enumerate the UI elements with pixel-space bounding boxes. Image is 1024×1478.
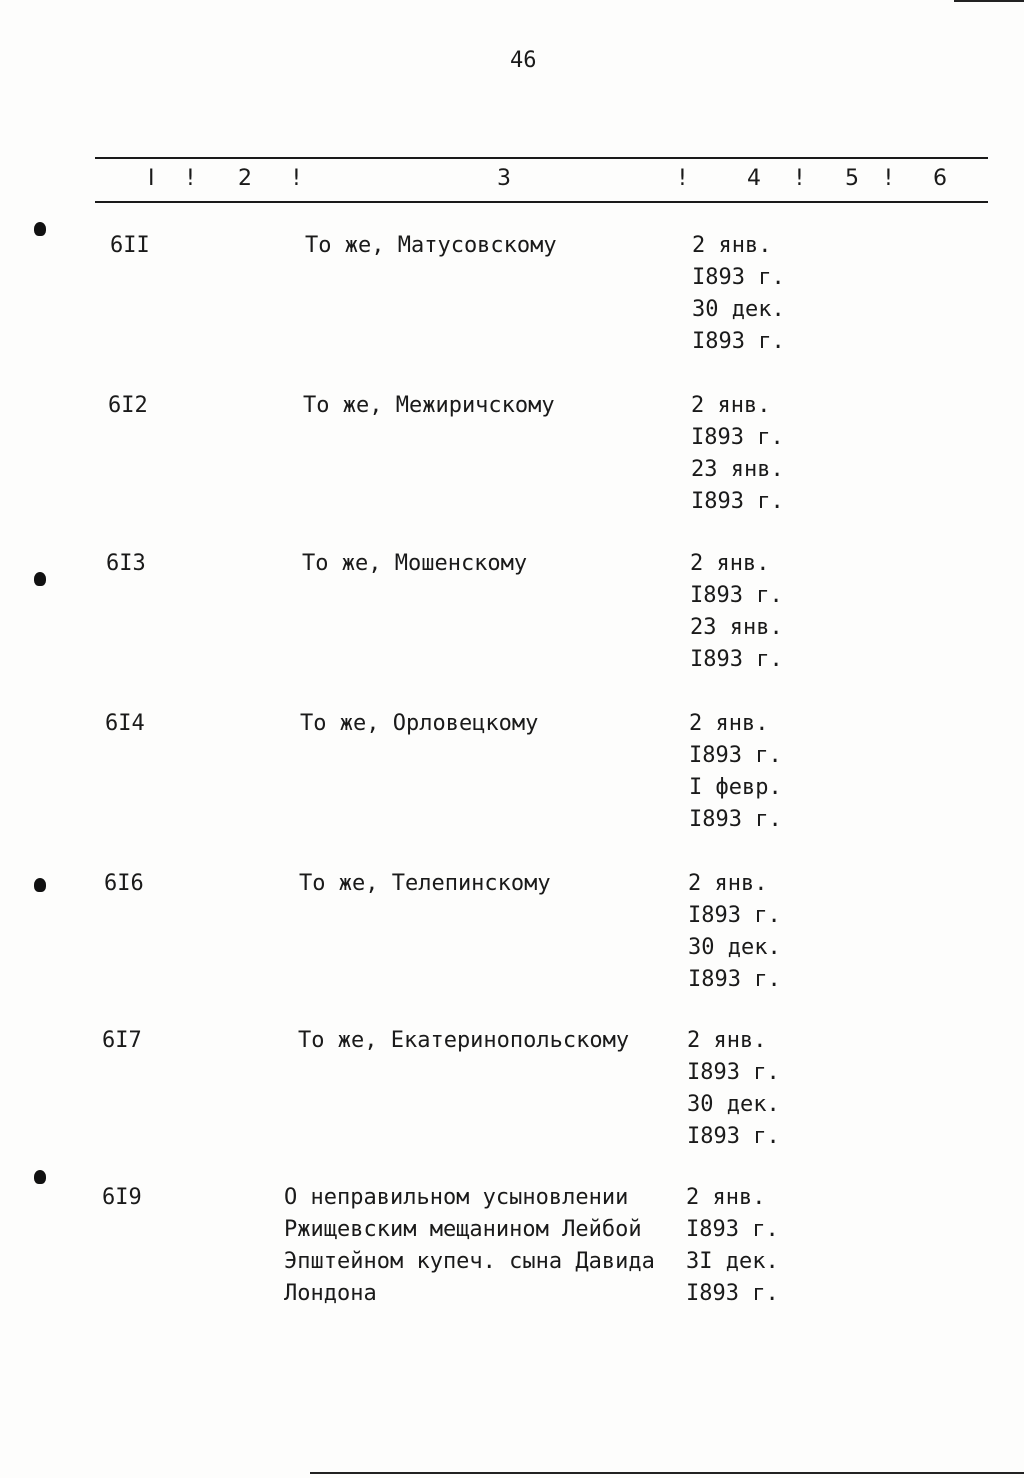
table-header [0,166,1024,194]
date-line: 2 янв. [686,1185,766,1210]
row-description [300,708,670,740]
table-row [0,868,1024,1008]
table-row [0,1182,1024,1322]
header-col-3: 3 [497,166,511,191]
punch-hole [34,572,46,586]
date-line: I893 г. [686,1281,779,1306]
page-number: 46 [510,48,537,73]
table-row [0,390,1024,530]
header-col-2: 2 [238,166,252,191]
table-row [0,230,1024,370]
row-description [305,230,675,262]
row-description [284,1182,654,1310]
description-line: То же, Телепинскому [299,871,551,896]
date-line: 23 янв. [691,457,784,482]
row-dates [690,548,810,676]
top-edge-line [954,0,1024,2]
description-line: То же, Матусовскому [305,233,557,258]
row-description [302,548,672,580]
date-line: I893 г. [688,967,781,992]
header-col-4: 4 [747,166,761,191]
table-header-bottom-rule [95,201,988,203]
header-col-1: I [148,166,155,191]
description-line: Лондона [284,1281,377,1306]
header-col-6: 6 [933,166,947,191]
date-line: I893 г. [690,647,783,672]
date-line: 2 янв. [692,233,772,258]
table-row [0,548,1024,688]
row-description [303,390,673,422]
header-separator: ! [678,166,687,191]
description-line: Ржищевским мещанином Лейбой [284,1217,642,1242]
row-dates [687,1025,807,1153]
row-number: 6I7 [102,1028,142,1053]
date-line: I893 г. [690,583,783,608]
row-number: 6I6 [104,871,144,896]
punch-hole [34,222,46,236]
description-line: То же, Екатеринопольскому [298,1028,630,1053]
date-line: 30 дек. [692,297,785,322]
date-line: 2 янв. [688,871,768,896]
punch-hole [34,878,46,892]
date-line: 2 янв. [690,551,770,576]
description-line: Эпштейном купеч. сына Давида [284,1249,655,1274]
header-separator: ! [292,166,301,191]
date-line: I893 г. [689,743,782,768]
date-line: I893 г. [692,329,785,354]
date-line: I февр. [689,775,782,800]
header-col-5: 5 [845,166,859,191]
row-dates [686,1182,806,1310]
row-number: 6II [110,233,150,258]
date-line: 2 янв. [687,1028,767,1053]
row-dates [692,230,812,358]
header-separator: ! [884,166,893,191]
description-line: То же, Межиричскому [303,393,555,418]
date-line: I893 г. [686,1217,779,1242]
table-row [0,1025,1024,1165]
row-description [298,1025,668,1057]
row-number: 6I2 [108,393,148,418]
row-dates [689,708,809,836]
header-separator: ! [186,166,195,191]
date-line: 23 янв. [690,615,783,640]
description-line: То же, Орловецкому [300,711,539,736]
date-line: 3I дек. [686,1249,779,1274]
punch-hole [34,1170,46,1184]
row-dates [688,868,808,996]
row-dates [691,390,811,518]
bottom-edge-line [310,1472,1024,1474]
date-line: I893 г. [691,425,784,450]
row-description [299,868,669,900]
row-number: 6I4 [105,711,145,736]
date-line: 2 янв. [689,711,769,736]
description-line: О неправильном усыновлении [284,1185,629,1210]
row-number: 6I9 [102,1185,142,1210]
header-separator: ! [795,166,804,191]
date-line: 30 дек. [688,935,781,960]
description-line: То же, Мошенскому [302,551,528,576]
table-header-top-rule [95,157,988,159]
date-line: 30 дек. [687,1092,780,1117]
date-line: I893 г. [692,265,785,290]
table-row [0,708,1024,848]
date-line: I893 г. [687,1060,780,1085]
date-line: 2 янв. [691,393,771,418]
date-line: I893 г. [687,1124,780,1149]
date-line: I893 г. [688,903,781,928]
date-line: I893 г. [691,489,784,514]
row-number: 6I3 [106,551,146,576]
date-line: I893 г. [689,807,782,832]
